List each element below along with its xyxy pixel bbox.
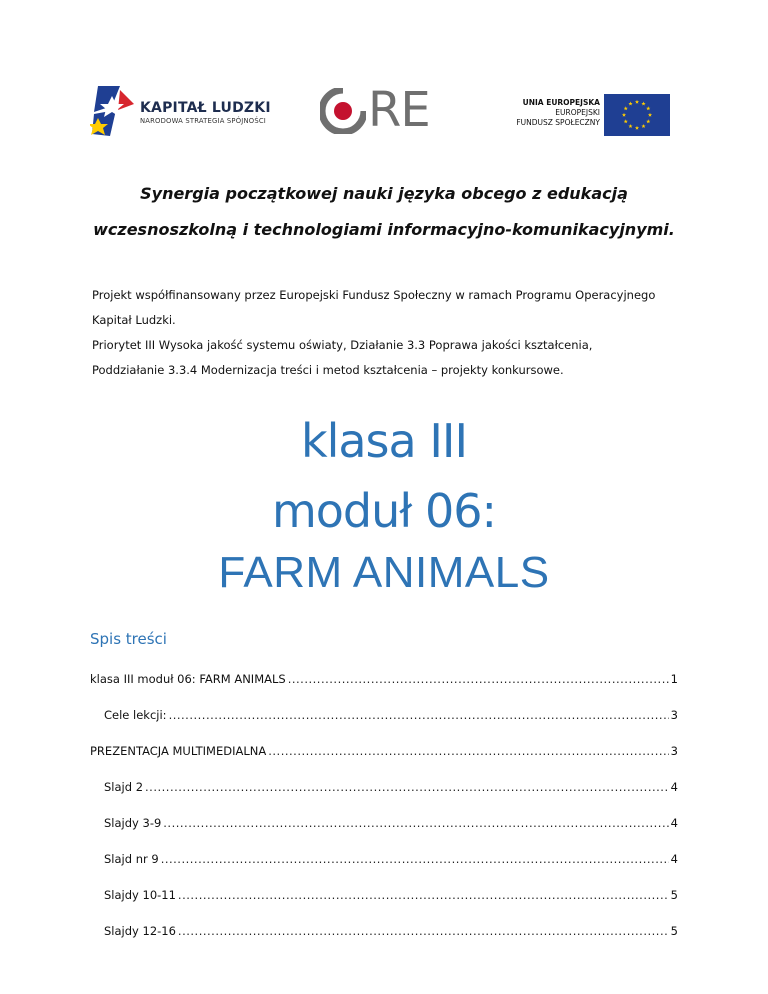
toc-leader [178, 888, 669, 902]
document-title-line-2: wczesnoszkolną i technologiami informacyjno-komunikacyjnymi. [93, 220, 675, 239]
toc-entry-label: Slajd nr 9 [104, 852, 159, 866]
eu-star-icon [622, 113, 626, 117]
eu-star-icon [628, 102, 632, 106]
eu-star-icon [635, 126, 639, 130]
project-line-1: Projekt współfinansowany przez Europejski Fundusz Społeczny w ramach Programu Operacyjnego [92, 288, 656, 302]
toc-entry[interactable] [90, 852, 678, 888]
toc-entry[interactable] [90, 672, 678, 708]
toc-entry-label: Cele lekcji: [104, 708, 167, 722]
ore-text: RE [368, 82, 430, 138]
project-line-4: Poddziałanie 3.3.4 Modernizacja treści i metod kształcenia – projekty konkursowe. [92, 363, 564, 377]
toc-entry-page: 4 [670, 780, 678, 794]
toc-entry[interactable] [90, 708, 678, 744]
toc-entry-label: klasa III moduł 06: FARM ANIMALS [90, 672, 286, 686]
logo-row [90, 82, 670, 152]
eu-logo [495, 94, 670, 138]
project-line-3: Priorytet III Wysoka jakość systemu oświaty, Działanie 3.3 Poprawa jakości kształcenia, [92, 338, 593, 352]
ore-logo [320, 82, 440, 138]
toc-entry-label: Slajdy 10-11 [104, 888, 176, 902]
kapital-ludzki-emblem-icon [90, 84, 136, 138]
toc-leader [145, 780, 669, 794]
table-of-contents [90, 672, 678, 960]
toc-heading: Spis treści [90, 630, 167, 648]
eu-star-icon [624, 119, 628, 123]
toc-entry-page: 5 [670, 924, 678, 938]
eu-star-icon [641, 124, 645, 128]
ore-circle-icon [320, 88, 366, 134]
toc-entry-label: PREZENTACJA MULTIMEDIALNA [90, 744, 267, 758]
eu-line-3: FUNDUSZ SPOŁECZNY [516, 118, 600, 127]
toc-leader [161, 852, 669, 866]
eu-star-icon [648, 113, 652, 117]
kapital-ludzki-title: KAPITAŁ LUDZKI [140, 100, 271, 116]
document-title [60, 176, 708, 248]
toc-leader [268, 744, 668, 758]
toc-entry-page: 1 [670, 672, 678, 686]
toc-leader [169, 708, 669, 722]
toc-entry-page: 5 [670, 888, 678, 902]
eu-star-icon [628, 124, 632, 128]
eu-star-icon [646, 119, 650, 123]
toc-entry-label: Slajdy 12-16 [104, 924, 176, 938]
kapital-ludzki-subtitle: NARODOWA STRATEGIA SPÓJNOŚCI [140, 117, 266, 125]
toc-entry[interactable] [90, 816, 678, 852]
eu-line-2: EUROPEJSKI [555, 108, 600, 117]
toc-entry-page: 3 [670, 708, 678, 722]
toc-entry[interactable] [90, 888, 678, 924]
project-line-2: Kapitał Ludzki. [92, 313, 176, 327]
eu-star-icon [641, 102, 645, 106]
toc-entry-page: 3 [670, 744, 678, 758]
toc-entry[interactable] [90, 924, 678, 960]
heading-module: moduł 06: [271, 484, 497, 538]
eu-flag-icon [604, 94, 670, 136]
toc-entry-page: 4 [670, 852, 678, 866]
toc-entry[interactable] [90, 780, 678, 816]
toc-leader [178, 924, 669, 938]
toc-entry[interactable] [90, 744, 678, 780]
eu-line-1: UNIA EUROPEJSKA [522, 98, 600, 107]
toc-leader [288, 672, 669, 686]
document-title-line-1: Synergia początkowej nauki języka obcego z edukacją [140, 184, 628, 203]
eu-star-icon [635, 100, 639, 104]
heading-class: klasa III [300, 414, 468, 468]
heading-topic: FARM ANIMALS [218, 548, 550, 597]
eu-star-icon [624, 106, 628, 110]
kapital-ludzki-logo [90, 82, 290, 142]
eu-star-icon [646, 106, 650, 110]
toc-entry-page: 4 [670, 816, 678, 830]
toc-entry-label: Slajd 2 [104, 780, 144, 794]
toc-leader [163, 816, 668, 830]
project-info [92, 283, 692, 383]
toc-entry-label: Slajdy 3-9 [104, 816, 162, 830]
